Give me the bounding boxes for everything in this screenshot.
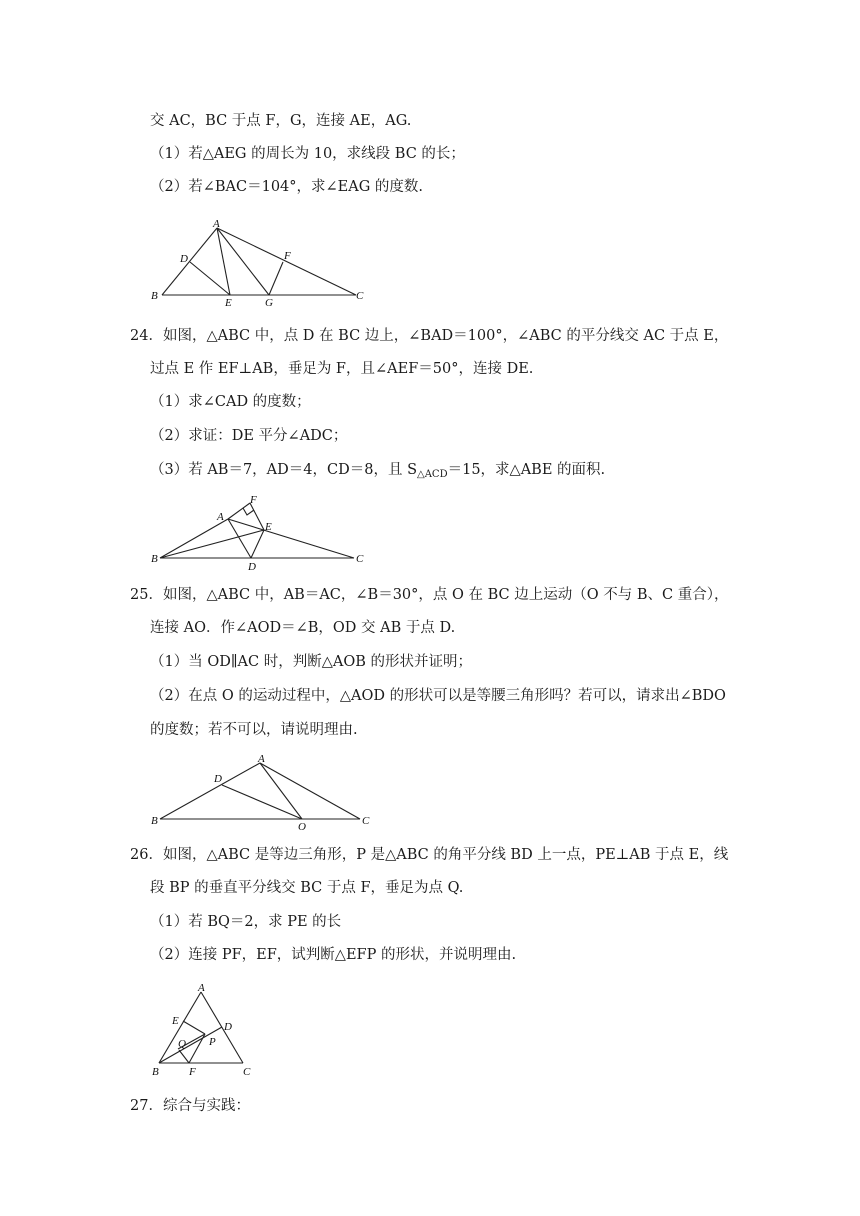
q23-label-b: B [151,290,158,302]
q26-label-d: D [224,1021,232,1033]
q25-stem-line1: 25．如图，△ABC 中，AB＝AC，∠B＝30°，点 O 在 BC 边上运动（O 不与 B、C 重合）， [130,587,729,603]
q26-label-b: B [152,1066,159,1078]
q26-part1: （1）若 BQ＝2，求 PE 的长 [150,914,342,930]
q24-stem-line1: 24．如图，△ABC 中，点 D 在 BC 边上，∠BAD＝100°，∠ABC 的平分线交 AC 于点 E， [130,328,729,344]
q24-part2: （2）求证：DE 平分∠ADC； [150,428,348,444]
q26-label-q: Q [178,1038,186,1050]
q26-label-a: A [198,982,205,994]
q24-label-f: F [250,494,257,506]
q24-label-c: C [356,553,364,565]
q24-part3-b: ＝15，求△ABE 的面积. [447,462,606,478]
q23-label-c: C [356,290,364,302]
q24-stem-line2: 过点 E 作 EF⊥AB，垂足为 F，且∠AEF＝50°，连接 DE. [150,361,534,377]
q26-stem-line2: 段 BP 的垂直平分线交 BC 于点 F，垂足为点 Q. [150,880,464,896]
q26-label-c: C [243,1066,251,1078]
q24-part3-subscript: △ACD [417,469,448,480]
q26-stem-line1: 26．如图，△ABC 是等边三角形，P 是△ABC 的角平分线 BD 上一点，PE⊥AB 于点 E，线 [130,847,729,863]
q24-part3-a: （3）若 AB＝7，AD＝4，CD＝8，且 S [150,462,417,478]
q25-stem-line2: 连接 AO．作∠AOD＝∠B，OD 交 AB 于点 D. [150,620,456,636]
q26-part2: （2）连接 PF，EF，试判断△EFP 的形状，并说明理由. [150,947,517,963]
q24-label-b: B [151,553,158,565]
q24-label-a: A [217,511,224,523]
q24-label-e: E [265,521,272,533]
q23-part1: （1）若△AEG 的周长为 10，求线段 BC 的长； [150,146,465,162]
q23-part2: （2）若∠BAC＝104°，求∠EAG 的度数. [150,179,424,195]
q23-continuation: 交 AC，BC 于点 F，G，连接 AE，AG. [150,113,412,129]
q25-label-b: B [151,815,158,827]
q23-label-d: D [180,253,188,265]
q23-label-g: G [265,297,273,309]
q23-label-a: A [213,218,220,230]
q25-label-c: C [362,815,370,827]
q26-label-e: E [172,1015,179,1027]
q23-label-e: E [225,297,232,309]
q26-label-p: P [209,1036,216,1048]
q25-label-a: A [258,753,265,765]
q26-label-f: F [189,1066,196,1078]
q25-part1: （1）当 OD∥AC 时，判断△AOB 的形状并证明； [150,654,472,670]
q27-heading: 27．综合与实践： [130,1098,250,1114]
q25-label-d: D [214,773,222,785]
q24-label-d: D [248,561,256,573]
q25-part2: （2）在点 O 的运动过程中，△AOD 的形状可以是等腰三角形吗？若可以，请求出∠BDO [150,688,726,704]
q23-label-f: F [284,250,291,262]
q25-part2-cont: 的度数；若不可以，请说明理由. [150,722,358,738]
q24-part1: （1）求∠CAD 的度数； [150,394,311,410]
q25-label-o: O [298,821,306,833]
